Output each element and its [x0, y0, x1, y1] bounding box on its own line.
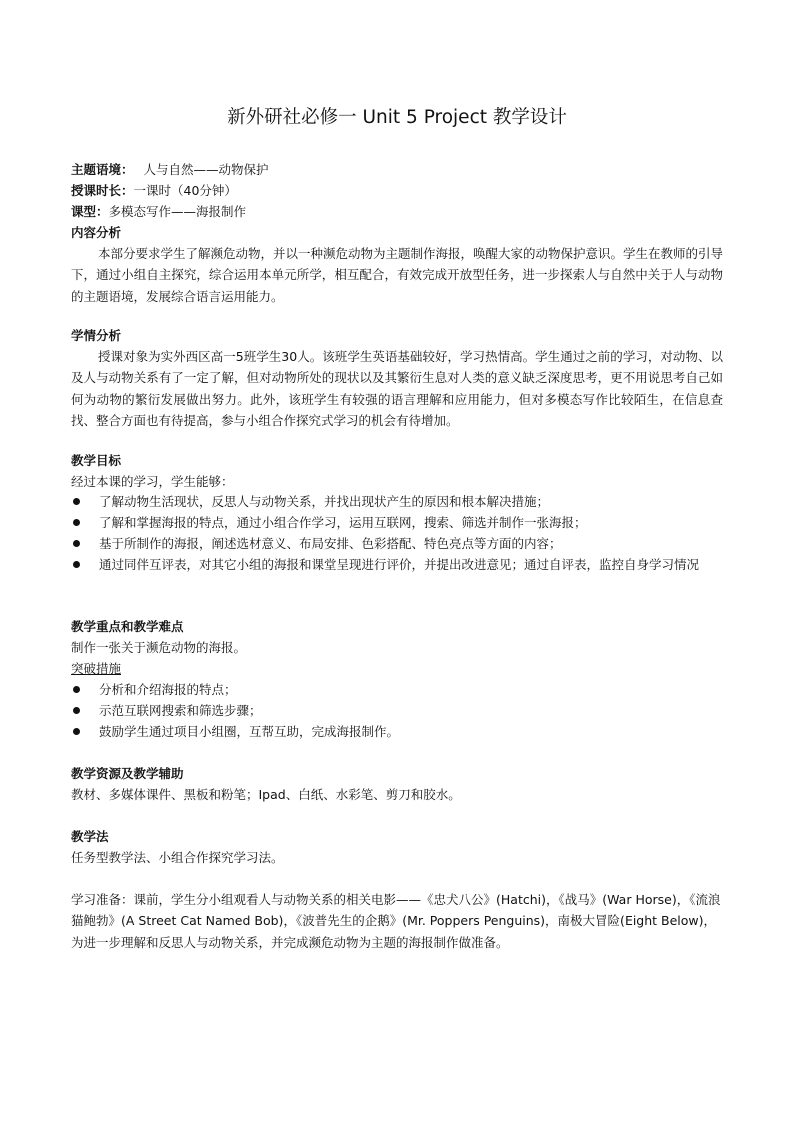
measure-item-text: 示范互联网搜索和筛选步骤；: [99, 703, 262, 718]
duration-row: [71, 180, 723, 201]
learning-preparation-text: 学习准备：课前，学生分小组观看人与动物关系的相关电影——《忠犬八公》(Hatchi)，《战马》(War Horse)，《流浪猫鲍勃》(A Street Cat Named Bob)，《波普先生的企鹅》(Mr. Poppers Penguins)，南极大冒险(Eight Below)，为进一步理解和反思人与动物关系，并完成濒危动物为主题的海报制作做准备。: [71, 892, 721, 950]
focus-heading: 教学重点和教学难点: [71, 619, 184, 634]
content-analysis-heading: 内容分析: [71, 225, 122, 240]
duration-label: 授课时长：: [71, 183, 134, 198]
goal-item-text: 了解和掌握海报的特点，通过小组合作学习，运用互联网，搜索、筛选并制作一张海报；: [99, 515, 587, 530]
theme-label: 主题语境：: [71, 162, 134, 177]
measure-item-text: 鼓励学生通过项目小组圈，互帮互助，完成海报制作。: [99, 724, 400, 739]
goals-intro: 经过本课的学习，学生能够：: [71, 474, 234, 489]
lesson-type-label: 课型：: [71, 204, 109, 219]
content-analysis-text: 本部分要求学生了解濒危动物，并以一种濒危动物为主题制作海报，唤醒大家的动物保护意识。学生在教师的引导下，通过小组自主探究，综合运用本单元所学，相互配合，有效完成开放型任务，进一步探索人与自然中关于人与动物的主题语境，发展综合语言运用能力。: [71, 246, 724, 304]
student-analysis-text: 授课对象为实外西区高一5班学生30人。该班学生英语基础较好，学习热情高。学生通过之前的学习，对动物、以及人与动物关系有了一定了解，但对动物所处的现状以及其繁衍生息对人类的意义缺乏深度思考，更不用说思考自己如何为动物的繁衍发展做出努力。此外，该班学生有较强的语言理解和应用能力，但对多模态写作比较陌生，在信息查找、整合方面也有待提高，参与小组合作探究式学习的机会有待增加。: [71, 349, 723, 429]
methods-heading: 教学法: [71, 829, 109, 844]
breakthrough-heading: 突破措施: [71, 661, 122, 676]
focus-text: 制作一张关于濒危动物的海报。: [71, 640, 247, 655]
duration-value: 一课时（40分钟）: [133, 183, 237, 198]
goal-item-text: 通过同伴互评表，对其它小组的海报和课堂呈现进行评价，并提出改进意见；通过自评表，监控自身学习情况: [99, 557, 700, 572]
theme-value: 人与自然——动物保护: [143, 162, 269, 177]
methods-text: 任务型教学法、小组合作探究学习法。: [71, 850, 284, 865]
measure-item-text: 分析和介绍海报的特点；: [99, 682, 237, 697]
bullet-icon: [73, 498, 80, 505]
learning-preparation: [71, 889, 723, 953]
student-analysis-section: [71, 346, 723, 432]
theme-row: [71, 159, 723, 180]
bullet-icon: [73, 686, 80, 693]
bullet-icon: [73, 519, 80, 526]
goal-item-text: 了解动物生活现状，反思人与动物关系，并找出现状产生的原因和根本解决措施；: [99, 494, 550, 509]
bullet-icon: [73, 728, 80, 735]
resources-text: 教材、多媒体课件、黑板和粉笔；Ipad、白纸、水彩笔、剪刀和胶水。: [71, 787, 461, 802]
goal-item-text: 基于所制作的海报，阐述选材意义、布局安排、色彩搭配、特色亮点等方面的内容；: [99, 536, 562, 551]
student-analysis-heading: 学情分析: [71, 328, 122, 343]
page-title: 新外研社必修一 Unit 5 Project 教学设计: [227, 107, 567, 128]
bullet-icon: [73, 707, 80, 714]
goals-heading: 教学目标: [71, 453, 122, 468]
lesson-type-row: [71, 201, 723, 222]
bullet-icon: [73, 561, 80, 568]
resources-heading: 教学资源及教学辅助: [71, 766, 184, 781]
bullet-icon: [73, 540, 80, 547]
lesson-type-value: 多模态写作——海报制作: [108, 204, 247, 219]
content-analysis-section: [71, 243, 723, 307]
